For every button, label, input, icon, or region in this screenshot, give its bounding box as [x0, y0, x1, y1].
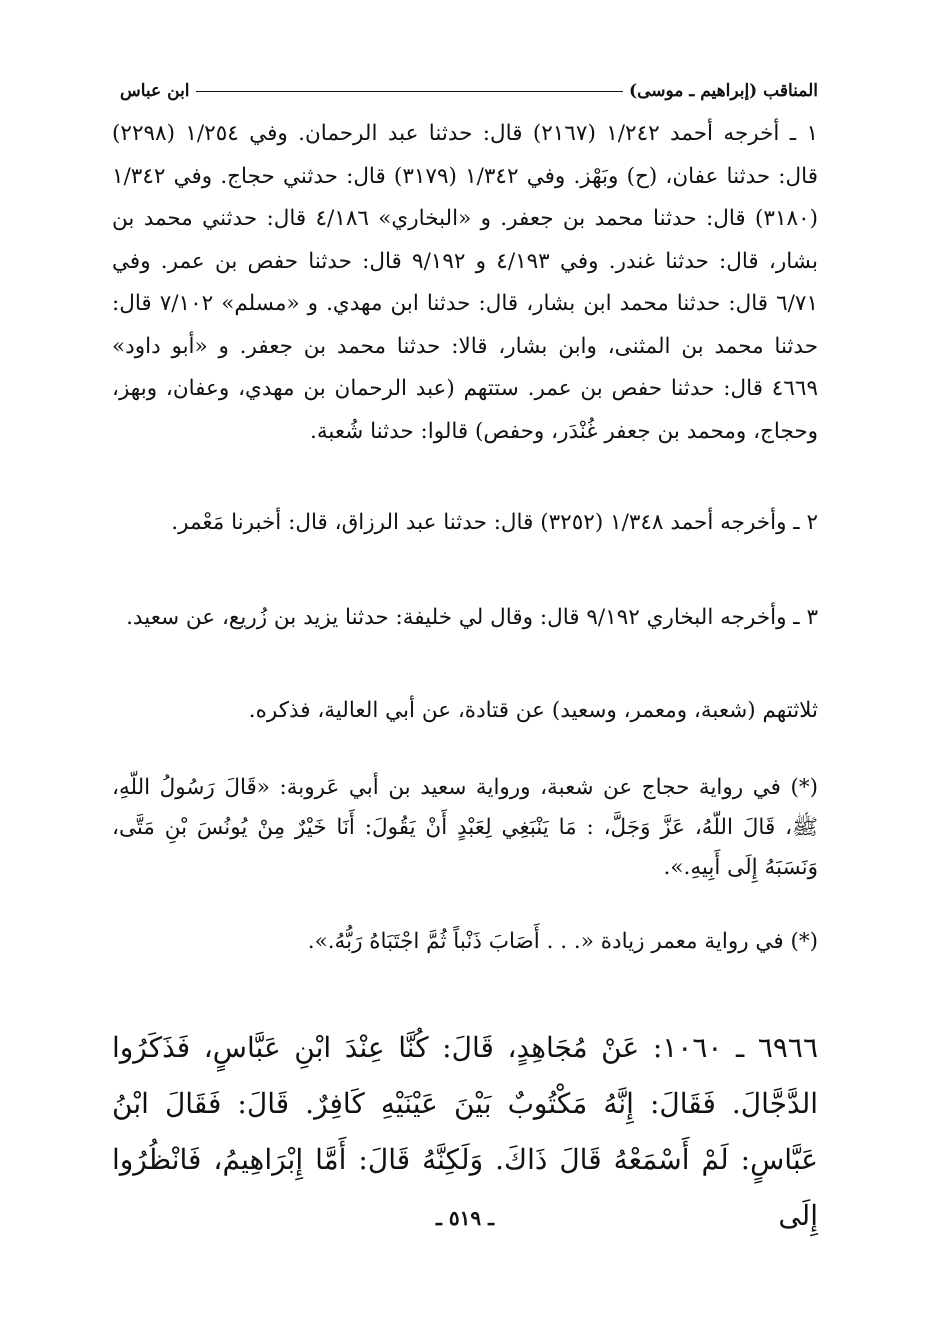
header-rule: [196, 91, 624, 92]
footnote-text: (*) في رواية حجاج عن شعبة، ورواية سعيد بن أبي عَروبة: «قَالَ رَسُولُ اللّهِ، ﷺ، قَالَ اللّهُ، عَزَّ وَجَلَّ، : مَا يَنْبَغِي لِعَبْدٍ أَنْ يَقُولَ: أَنَا خَيْرٌ مِنْ يُونُسَ بْنِ مَتَّى، وَنَسَبَهُ إِلَى أَبِيهِ.».: [112, 775, 818, 880]
note-paragraph: ١ ـ أخرجه أحمد ١/٢٤٢ (٢١٦٧) قال: حدثنا عبد الرحمان. وفي ١/٢٥٤ (٢٢٩٨) قال: حدثنا عفان، (ح) وبَهْز. وفي ١/٣٤٢ (٣١٧٩) قال: حدثني حجاج. وفي ١/٣٤٢ (٣١٨٠) قال: حدثنا محمد بن جعفر. و «البخاري» ٤/١٨٦ قال: حدثني محمد بن بشار، قال: حدثنا غندر. وفي ٤/١٩٣ و ٩/١٩٢ قال: حدثنا حفص بن عمر. وفي ٦/٧١ قال: حدثنا محمد ابن بشار، قال: حدثنا ابن مهدي. و «مسلم» ٧/١٠٢ قال: حدثنا محمد بن المثنى، وابن بشار، قالا: حدثنا محمد بن جعفر. و «أبو داود» ٤٦٦٩ قال: حدثنا حفص بن عمر. ستتهم (عبد الرحمان بن مهدي، وعفان، وبهز، وحجاج، ومحمد بن جعفر غُنْدَر، وحفص) قالوا: حدثنا شُعبة.: [112, 121, 819, 444]
note-1: [112, 113, 818, 453]
page-number: ـ ٥١٩ ـ: [436, 1206, 494, 1230]
note-paragraph: ثلاثتهم (شعبة، ومعمر، وسعيد) عن قتادة، عن أبي العالية، فذكره.: [248, 698, 818, 723]
header-section-title: ابن عباس: [120, 81, 190, 101]
note-paragraph: ٣ ـ وأخرجه البخاري ٩/١٩٢ قال: وقال لي خليفة: حدثنا يزيد بن زُريع، عن سعيد.: [126, 605, 818, 630]
footnote-text: (*) في رواية معمر زيادة «. . . أَصَابَ ذَنْباً ثُمَّ اجْتَبَاهُ رَبُّهُ.».: [307, 929, 818, 954]
header-chapter-title: المناقب (إبراهيم ـ موسى): [629, 81, 818, 101]
note-2: [112, 502, 818, 545]
footnote-1: [112, 768, 818, 888]
note-4: [112, 690, 818, 733]
footnote-2: [112, 922, 818, 962]
note-paragraph: ٢ ـ وأخرجه أحمد ١/٣٤٨ (٣٢٥٢) قال: حدثنا عبد الرزاق، قال: أخبرنا مَعْمر.: [171, 510, 818, 535]
note-3: [112, 597, 818, 640]
running-header: [120, 78, 818, 104]
hadith-text: ٦٩٦٦ ـ ١٠٦٠: عَنْ مُجَاهِدٍ، قَالَ: كُنَّا عِنْدَ ابْنِ عَبَّاسٍ، فَذَكَرُوا الدَّجَّالَ. فَقَالَ: إِنَّهُ مَكْتُوبٌ بَيْنَ عَيْنَيْهِ كَافِرٌ. قَالَ: فَقَالَ ابْنُ عَبَّاسٍ: لَمْ أَسْمَعْهُ قَالَ ذَاكَ. وَلَكِنَّهُ قَالَ: أَمَّا إِبْرَاهِيمُ، فَانْظُرُوا إِلَى: [112, 1031, 818, 1232]
